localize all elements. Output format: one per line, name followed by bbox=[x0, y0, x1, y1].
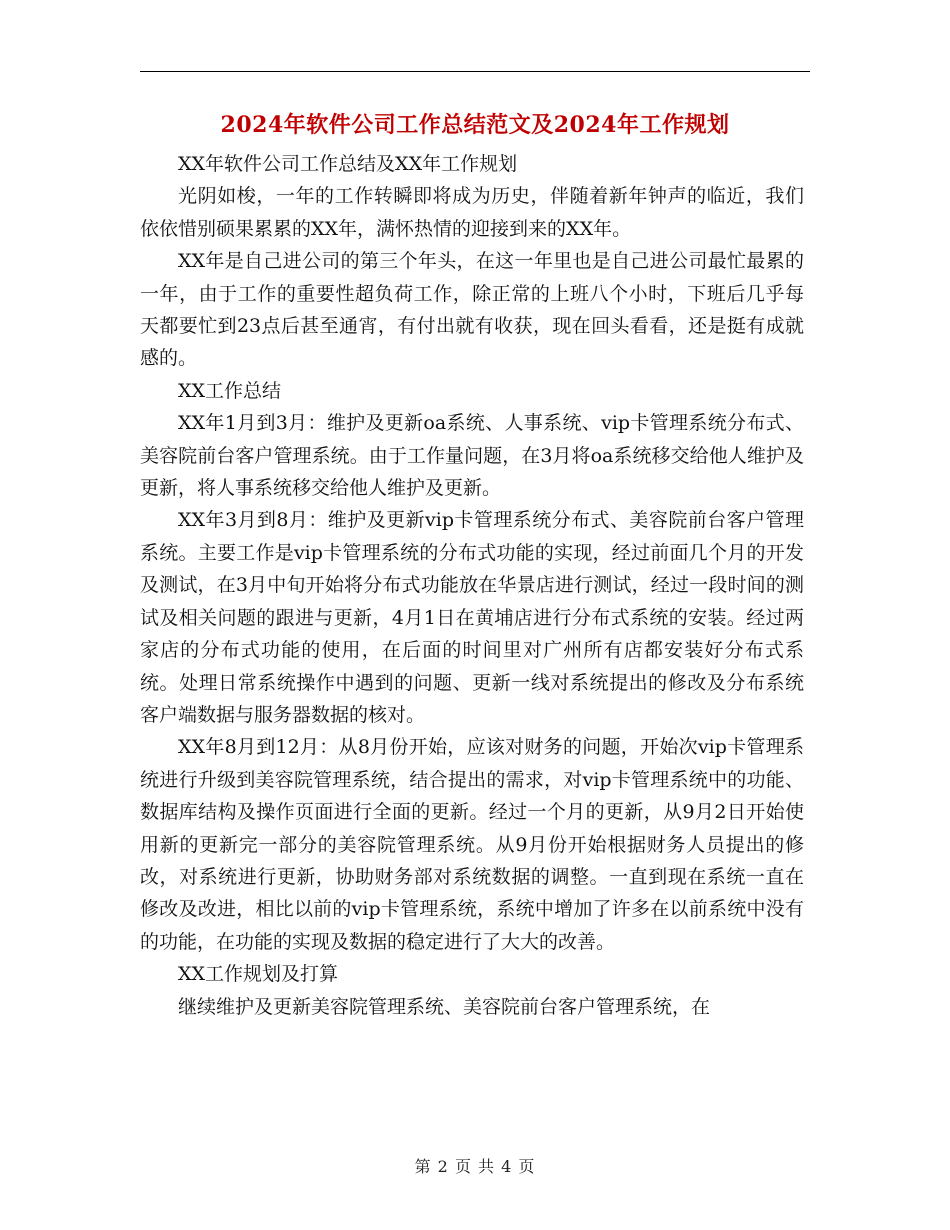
document-body bbox=[140, 148, 804, 1023]
document-title: 2024年软件公司工作总结范文及2024年工作规划 bbox=[220, 112, 730, 138]
paragraph-aug-dec: XX年8月到12月：从8月份开始，应该对财务的问题，开始次vip卡管理系统进行升级到美容院管理系统，结合提出的需求，对vip卡管理系统中的功能、数据库结构及操作页面进行全面的更新。经过一个月的更新，从9月2日开始使用新的更新完一部分的美容院管理系统。从9月份开始根据财务人员提出的修改，对系统进行更新，协助财务部对系统数据的调整。一直到现在系统一直在修改及改进，相比以前的vip卡管理系统，系统中增加了许多在以前系统中没有的功能，在功能的实现及数据的稳定进行了大大的改善。 bbox=[140, 736, 804, 953]
paragraph-mar-aug: XX年3月到8月：维护及更新vip卡管理系统分布式、美容院前台客户管理系统。主要工作是vip卡管理系统的分布式功能的实现，经过前面几个月的开发及测试，在3月中旬开始将分布式功能放在华景店进行测试，经过一段时间的测试及相关问题的跟进与更新，4月1日在黄埔店进行分布式系统的安装。经过两家店的分布式功能的使用，在后面的时间里对广州所有店都安装好分布式系统。处理日常系统操作中遇到的问题、更新一线对系统提出的修改及分布系统客户端数据与服务器数据的核对。 bbox=[140, 509, 804, 726]
header-rule bbox=[140, 71, 810, 72]
paragraph-jan-mar: XX年1月到3月：维护及更新oa系统、人事系统、vip卡管理系统分布式、美容院前台客户管理系统。由于工作量问题，在3月将oa系统移交给他人维护及更新，将人事系统移交给他人维护及更新。 bbox=[140, 412, 804, 500]
paragraph-intro: 光阴如梭，一年的工作转瞬即将成为历史，伴随着新年钟声的临近，我们依依惜别硕果累累的XX年，满怀热情的迎接到来的XX年。 bbox=[140, 185, 804, 240]
paragraph-plan: 继续维护及更新美容院管理系统、美容院前台客户管理系统，在 bbox=[178, 995, 711, 1018]
paragraph-year-overview: XX年是自己进公司的第三个年头，在这一年里也是自己进公司最忙最累的一年，由于工作的重要性超负荷工作，除正常的上班八个小时，下班后几乎每天都要忙到23点后甚至通宵，有付出就有收获，现在回头看看，还是挺有成就感的。 bbox=[140, 250, 804, 370]
section-heading-summary: XX工作总结 bbox=[178, 379, 282, 402]
section-heading-plan: XX工作规划及打算 bbox=[178, 963, 339, 986]
page-number: 第 2 页 共 4 页 bbox=[414, 1157, 536, 1176]
paragraph-subtitle: XX年软件公司工作总结及XX年工作规划 bbox=[178, 153, 518, 175]
